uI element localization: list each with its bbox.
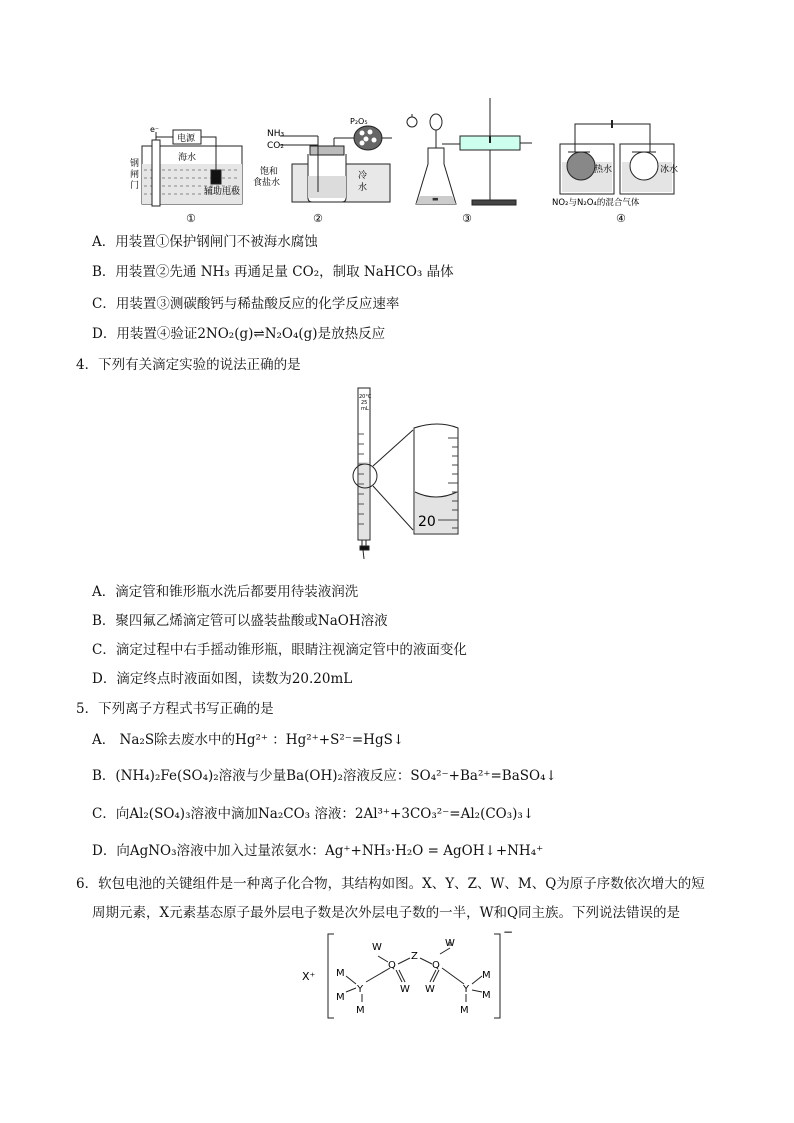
- p2o5-label: P₂O₅: [350, 117, 368, 126]
- atom-w: W: [372, 942, 382, 953]
- atom-y: Y: [357, 984, 364, 995]
- q6-stem-line1: 6．软包电池的关键组件是一种离子化合物，其结构如图。X、Y、Z、W、M、Q为原子序数依次增大的短: [76, 876, 705, 892]
- q4-stem: 4．下列有关滴定实验的说法正确的是: [76, 357, 301, 373]
- co2-label: CO₂: [267, 141, 284, 151]
- device-1-number: ①: [186, 212, 196, 225]
- atom-w: W: [425, 984, 435, 995]
- gate-label-3: 门: [130, 181, 140, 191]
- power-label: 电源: [177, 134, 196, 144]
- burette-temp-label: 20°C: [359, 394, 372, 400]
- brine-label-2: 食盐水: [253, 178, 281, 188]
- burette-volume-label: 25: [361, 400, 368, 406]
- atom-m: M: [482, 990, 491, 1001]
- q3-option-c: C．用装置③测碳酸钙与稀盐酸反应的化学反应速率: [92, 296, 400, 312]
- atom-m: M: [336, 992, 345, 1003]
- q4-option-b: B．聚四氟乙烯滴定管可以盛装盐酸或NaOH溶液: [92, 613, 388, 629]
- atom-m: M: [356, 1005, 365, 1016]
- q5-option-b: B．(NH₄)₂Fe(SO₄)₂溶液与少量Ba(OH)₂溶液反应：SO₄²⁻+Ba²⁺=BaSO₄↓: [92, 768, 557, 784]
- device-2: [280, 126, 392, 202]
- q3-option-b: B．用装置②先通 NH₃ 再通足量 CO₂，制取 NaHCO₃ 晶体: [92, 264, 454, 280]
- burette-unit-label: mL: [361, 406, 369, 412]
- gate-label-1: 钢: [130, 159, 140, 169]
- hot-water-label: 热水: [594, 165, 613, 175]
- atom-w: W: [400, 984, 410, 995]
- q6-stem-line2: 周期元素，X元素基态原子最外层电子数是次外层电子数的一半，W和Q同主族。下列说法错误的是: [92, 905, 681, 921]
- gas-mixture-label: NO₂与N₂O₄的混合气体: [552, 198, 640, 208]
- seawater-label: 海水: [178, 153, 197, 163]
- ice-water-label: 冰水: [660, 165, 679, 175]
- atom-z: Z: [411, 951, 418, 962]
- atom-q: Q: [388, 960, 396, 971]
- device-3-number: ③: [462, 212, 472, 225]
- atom-m: M: [482, 970, 491, 981]
- electron-label: e⁻: [150, 125, 160, 134]
- cation-x: X⁺: [302, 970, 316, 983]
- stir-bar: ▬: [432, 195, 439, 203]
- q3-option-d: D．用装置④验证2NO₂(g)⇌N₂O₄(g)是放热反应: [92, 326, 386, 342]
- atom-w: W: [445, 938, 455, 949]
- device-2-number: ②: [313, 212, 323, 225]
- atom-y: Y: [463, 984, 470, 995]
- cold-water-label-1: 冷: [358, 171, 368, 181]
- q5-stem: 5．下列离子方程式书写正确的是: [76, 701, 274, 717]
- aux-electrode-label: 辅助电极: [204, 187, 241, 197]
- cold-water-label-2: 水: [358, 183, 368, 193]
- atom-m: M: [460, 1005, 469, 1016]
- burette-figure: [340, 384, 480, 562]
- nh3-label: NH₃: [267, 129, 285, 139]
- apparatus-figure: [120, 92, 700, 227]
- gate-label-2: 闸: [130, 170, 140, 180]
- q4-option-d: D．滴定终点时液面如图，读数为20.20mL: [92, 671, 353, 687]
- q5-option-a: A． Na₂S除去废水中的Hg²⁺ ：Hg²⁺+S²⁻=HgS↓: [92, 732, 405, 748]
- device-4-number: ④: [616, 212, 626, 225]
- q3-option-a: A．用装置①保护钢闸门不被海水腐蚀: [92, 234, 318, 250]
- q4-option-c: C．滴定过程中右手摇动锥形瓶，眼睛注视滴定管中的液面变化: [92, 642, 467, 658]
- anion-charge: −: [503, 928, 514, 939]
- q4-option-a: A．滴定管和锥形瓶水洗后都要用待装液润洗: [92, 584, 359, 600]
- brine-label-1: 饱和: [260, 167, 279, 177]
- q5-option-d: D．向AgNO₃溶液中加入过量浓氨水：Ag⁺+NH₃·H₂O = AgOH↓+NH₄⁺: [92, 843, 544, 859]
- ionic-structure-figure: [300, 928, 520, 1024]
- atom-m: M: [336, 968, 345, 979]
- q5-option-c: C．向Al₂(SO₄)₃溶液中滴加Na₂CO₃ 溶液：2Al³⁺+3CO₃²⁻=Al₂(CO₃)₃↓: [92, 806, 535, 822]
- device-3: [407, 98, 532, 205]
- device-4: [560, 120, 674, 194]
- atom-q: Q: [432, 960, 440, 971]
- burette-reading-20: 20: [418, 514, 436, 530]
